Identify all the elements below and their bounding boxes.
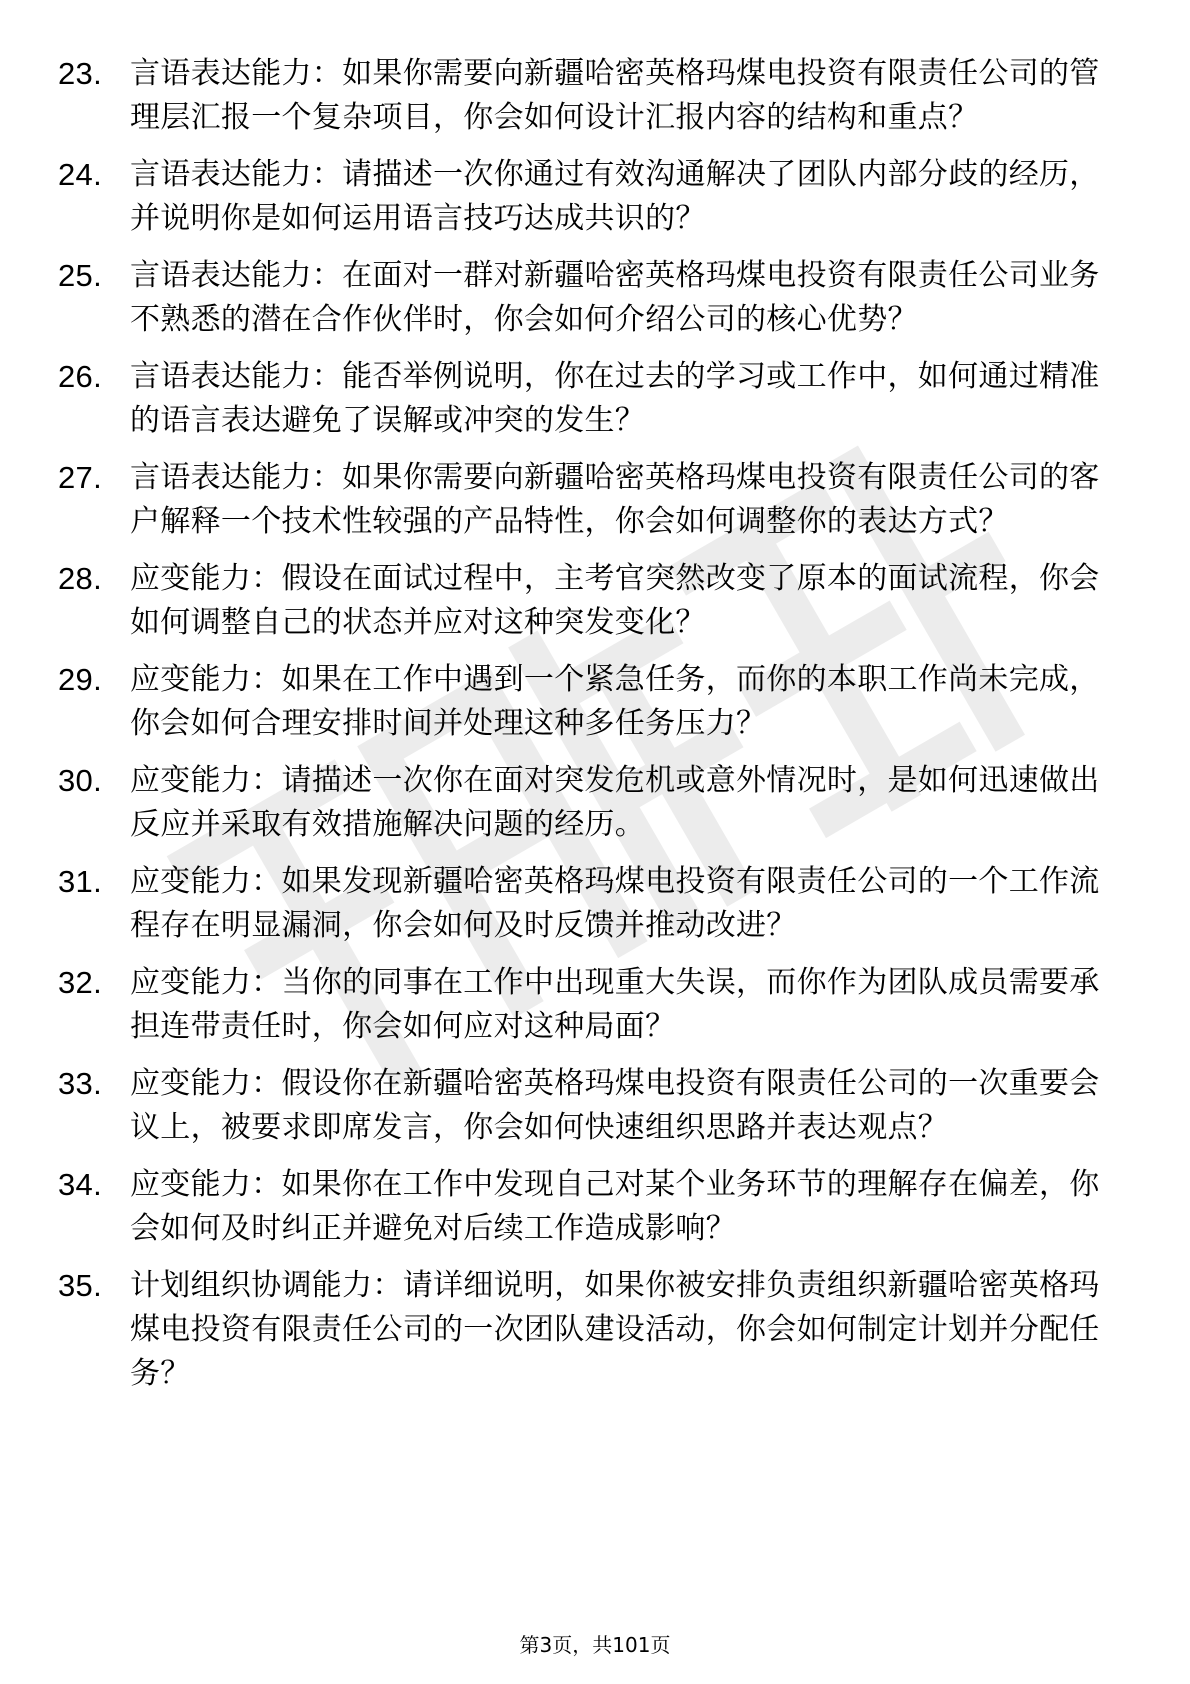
question-text: 言语表达能力：如果你需要向新疆哈密英格玛煤电投资有限责任公司的管理层汇报一个复杂项目，你会如何设计汇报内容的结构和重点？: [130, 56, 1100, 135]
question-text: 应变能力：如果在工作中遇到一个紧急任务，而你的本职工作尚未完成，你会如何合理安排时间并处理这种多任务压力？: [130, 662, 1100, 741]
question-item-28: [58, 557, 1118, 645]
question-item-35: [58, 1264, 1118, 1396]
question-text: 应变能力：假设你在新疆哈密英格玛煤电投资有限责任公司的一次重要会议上，被要求即席发言，你会如何快速组织思路并表达观点？: [130, 1066, 1100, 1145]
question-item-26: [58, 355, 1118, 443]
question-text: 应变能力：如果发现新疆哈密英格玛煤电投资有限责任公司的一个工作流程存在明显漏洞，你会如何及时反馈并推动改进？: [130, 864, 1100, 943]
question-number: 28.: [58, 561, 102, 596]
question-number: 24.: [58, 157, 102, 192]
question-text: 言语表达能力：能否举例说明，你在过去的学习或工作中，如何通过精准的语言表达避免了误解或冲突的发生？: [130, 359, 1100, 438]
question-number: 23.: [58, 56, 102, 91]
question-item-30: [58, 759, 1118, 847]
question-item-32: [58, 961, 1118, 1049]
question-number: 27.: [58, 460, 102, 495]
question-list: [58, 52, 1118, 1409]
question-text: 言语表达能力：在面对一群对新疆哈密英格玛煤电投资有限责任公司业务不熟悉的潜在合作伙伴时，你会如何介绍公司的核心优势？: [130, 258, 1100, 337]
question-text: 言语表达能力：如果你需要向新疆哈密英格玛煤电投资有限责任公司的客户解释一个技术性较强的产品特性，你会如何调整你的表达方式？: [130, 460, 1100, 539]
question-item-25: [58, 254, 1118, 342]
question-text: 应变能力：假设在面试过程中，主考官突然改变了原本的面试流程，你会如何调整自己的状态并应对这种突发变化？: [130, 561, 1100, 640]
question-text: 应变能力：当你的同事在工作中出现重大失误，而你作为团队成员需要承担连带责任时，你会如何应对这种局面？: [130, 965, 1100, 1044]
question-item-27: [58, 456, 1118, 544]
question-text: 应变能力：请描述一次你在面对突发危机或意外情况时，是如何迅速做出反应并采取有效措施解决问题的经历。: [130, 763, 1100, 842]
question-number: 30.: [58, 763, 102, 798]
question-item-31: [58, 860, 1118, 948]
question-text: 言语表达能力：请描述一次你通过有效沟通解决了团队内部分歧的经历，并说明你是如何运用语言技巧达成共识的？: [130, 157, 1100, 236]
question-number: 34.: [58, 1167, 102, 1202]
question-text: 应变能力：如果你在工作中发现自己对某个业务环节的理解存在偏差，你会如何及时纠正并避免对后续工作造成影响？: [130, 1167, 1100, 1246]
question-number: 31.: [58, 864, 102, 899]
question-text: 计划组织协调能力：请详细说明，如果你被安排负责组织新疆哈密英格玛煤电投资有限责任公司的一次团队建设活动，你会如何制定计划并分配任务？: [130, 1268, 1100, 1391]
question-number: 25.: [58, 258, 102, 293]
question-number: 33.: [58, 1066, 102, 1101]
question-item-33: [58, 1062, 1118, 1150]
question-number: 26.: [58, 359, 102, 394]
question-item-24: [58, 153, 1118, 241]
page-footer: 第3页，共101页: [519, 1633, 671, 1657]
question-item-34: [58, 1163, 1118, 1251]
question-number: 35.: [58, 1268, 102, 1303]
question-item-23: [58, 52, 1118, 140]
question-number: 29.: [58, 662, 102, 697]
question-item-29: [58, 658, 1118, 746]
question-number: 32.: [58, 965, 102, 1000]
